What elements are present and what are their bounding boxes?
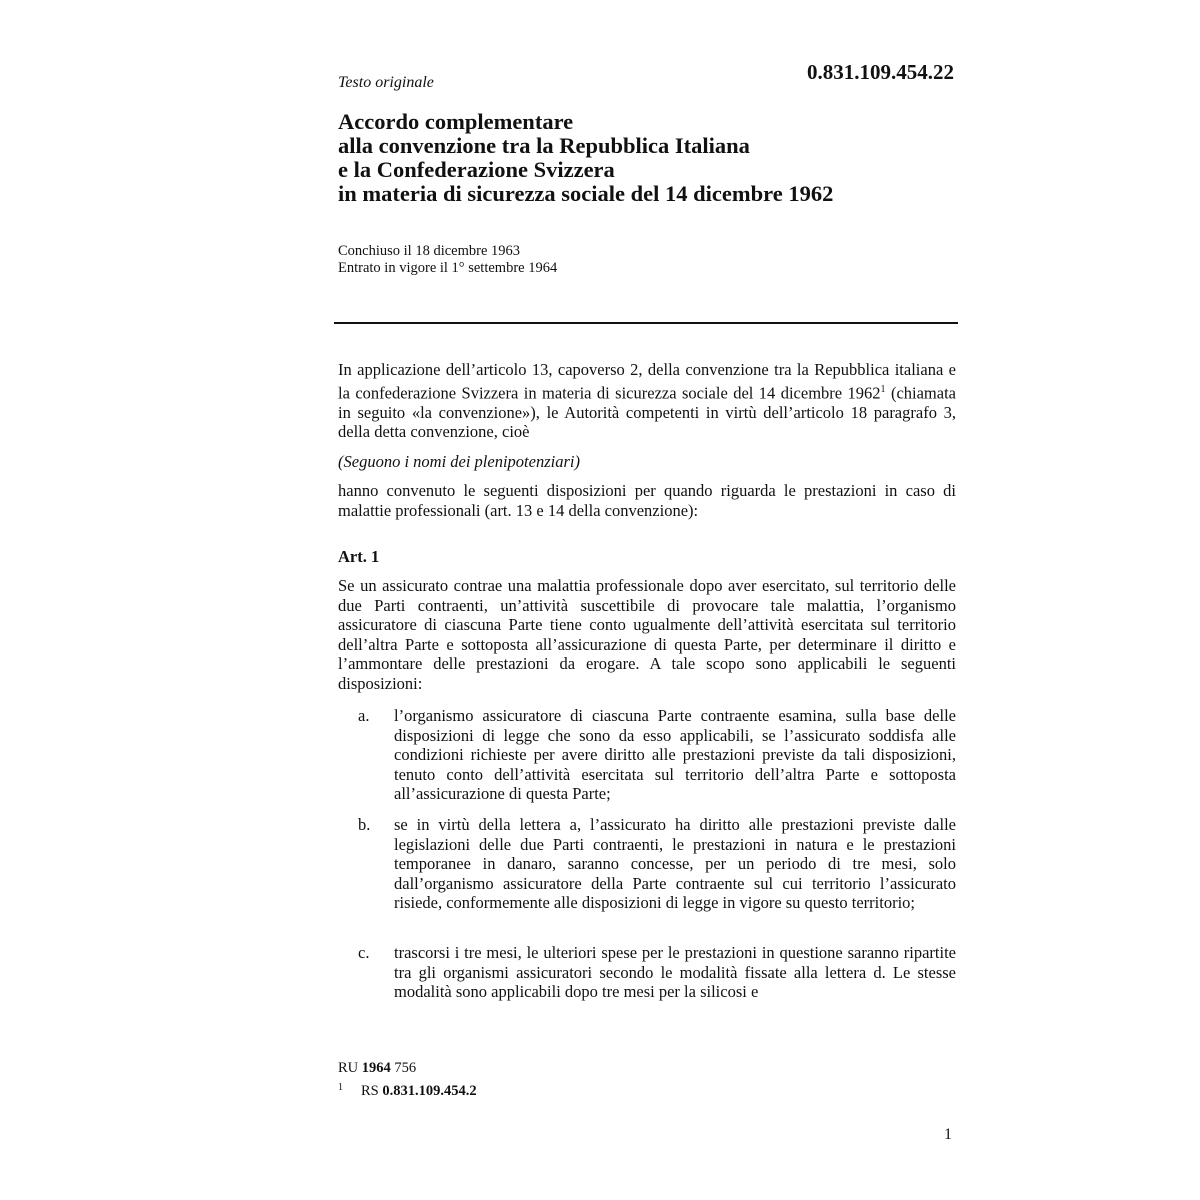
footnote-reference[interactable]: 1: [880, 383, 886, 395]
preamble-text: In applicazione dell’articolo 13, capoverso 2, della convenzione tra la Repubblica italiana e la confederazione Svizzera in materia di sicurezza sociale del 14 dicembre 1962: [338, 360, 956, 403]
convened-paragraph: hanno convenuto le seguenti disposizioni per quando riguarda le prestazioni in caso di malattie professionali (art. 13 e 14 della convenzione):: [338, 481, 956, 520]
title-line: in materia di sicurezza sociale del 14 dicembre 1962: [338, 181, 834, 206]
ru-prefix: RU: [338, 1060, 362, 1076]
document-label: Testo originale: [338, 74, 434, 91]
plenipotentiaries-note: (Seguono i nomi dei plenipotenziari): [338, 452, 580, 471]
list-item-text: se in virtù della lettera a, l’assicurato ha diritto alle prestazioni previste dalle legislazioni delle due Parti contraenti, le prestazioni in natura e le prestazioni temporanee in danaro, saranno concesse, per un periodo di tre mesi, solo dall’organismo assicuratore della Parte contraente sul cui territorio l’assicurato risiede, conformemente alle disposizioni di legge in vigore su questo territorio;: [394, 815, 956, 913]
ru-year: 1964: [361, 1060, 391, 1076]
horizontal-divider: [334, 322, 958, 324]
concluded-date: Conchiuso il 18 dicembre 1963: [338, 243, 521, 259]
official-collection-reference: [338, 1060, 416, 1077]
title-line: Accordo complementare: [338, 109, 574, 134]
sr-number: 0.831.109.454.22: [807, 60, 954, 84]
dates-block: [338, 243, 557, 277]
list-item-marker: b.: [358, 815, 371, 834]
title-line: alla convenzione tra la Repubblica Italiana: [338, 133, 750, 158]
preamble-paragraph: [338, 360, 956, 442]
list-item-marker: c.: [358, 943, 370, 962]
preamble-text-continued: (chiamata in seguito «la convenzione»), le Autorità competenti in virtù dell’articolo 18 paragrafo 3, della detta convenzione, cioè: [338, 383, 956, 442]
list-item-text: trascorsi i tre mesi, le ulteriori spese per le prestazioni in questione saranno ripartite tra gli organismi assicuratori secondo le modalità fissate alla lettera d. Le stesse modalità sono applicabili dopo tre mesi per la silicosi e: [394, 943, 956, 1002]
footnote: [338, 1082, 477, 1100]
list-item-marker: a.: [358, 706, 370, 725]
page-number: 1: [944, 1126, 952, 1143]
in-force-date: Entrato in vigore il 1° settembre 1964: [338, 260, 558, 276]
title-line: e la Confederazione Svizzera: [338, 157, 615, 182]
ru-page: 756: [390, 1060, 417, 1076]
article-text: Se un assicurato contrae una malattia professionale dopo aver esercitato, sul territorio delle due Parti contraenti, un’attività suscettibile di provocare tale malattia, l’organismo assicuratore di ciascuna Parte tiene conto ugualmente dell’attività esercitata sul territorio dell’altra Parte e sottoposta all’assicurazione di questa Parte, per determinare il diritto e l’ammontare delle prestazioni da erogare. A tale scopo sono applicabili le seguenti disposizioni:: [338, 576, 956, 693]
document-title: [338, 110, 958, 206]
rs-prefix: RS: [361, 1083, 383, 1099]
footnote-marker: 1: [338, 1082, 343, 1093]
list-item-text: l’organismo assicuratore di ciascuna Parte contraente esamina, sulla base delle disposizioni di legge che sono da esso applicabili, se l’assicurato soddisfa alle condizioni richieste per avere diritto alle prestazioni previste da tali disposizioni, tenuto conto dell’attività esercitata sul territorio dell’altra Parte e sottoposta all’assicurazione di questa Parte;: [394, 706, 956, 804]
article-heading: Art. 1: [338, 547, 380, 566]
rs-number[interactable]: 0.831.109.454.2: [382, 1083, 477, 1099]
